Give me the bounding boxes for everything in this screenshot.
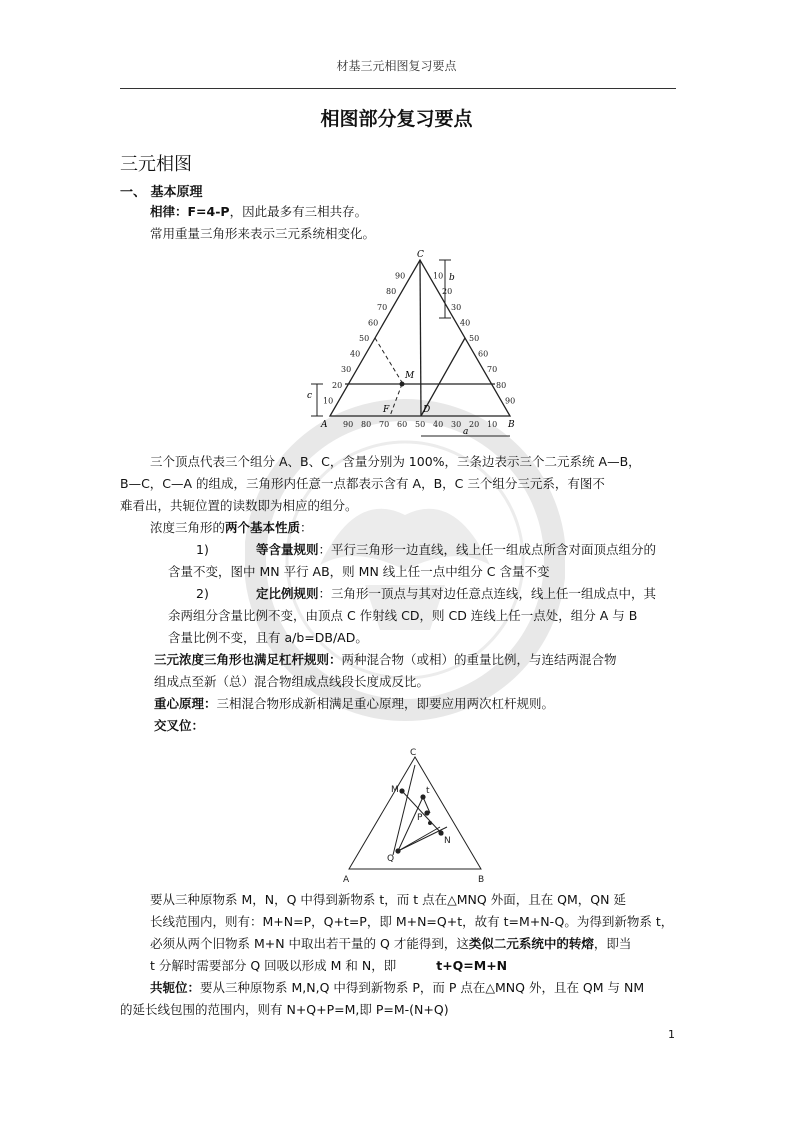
vertices-paragraph-line2: B—C，C—A 的组成，三角形内任意一点都表示含有 A，B，C 三个组分三元系，有图不 [120, 476, 605, 491]
subsection-heading: 一、 基本原理 [120, 185, 203, 200]
lever-rule-line1 [154, 649, 617, 671]
gravity-title: 重心原理： [154, 696, 217, 711]
conjugate-paragraph-line2: 的延长线包围的范围内，则有 N+Q+P=M,即 P=M-(N+Q) [120, 1002, 449, 1017]
vertex-c: C [417, 250, 424, 260]
phase-rule-formula: F=4-P [187, 204, 230, 219]
property-2-title: 定比例规则 [256, 586, 319, 601]
properties-bold: 两个基本性质 [225, 520, 301, 535]
bottom-tick-label: 80 [361, 420, 372, 429]
cross-p3a: 必须从两个旧物系 M+N 中取出若干量的 Q 才能得到，这 [150, 936, 469, 951]
dim-a: a [463, 427, 469, 437]
page-title: 相图部分复习要点 [320, 108, 473, 130]
cross-paragraph-line4 [150, 955, 507, 977]
label-n: N [444, 836, 451, 846]
left-tick-label: 70 [377, 302, 388, 312]
dashed-line-1 [375, 338, 403, 384]
properties-suffix: ： [300, 520, 313, 535]
cross-p4b: t+Q=M+N [436, 958, 508, 973]
property-1-text: ：平行三角形一边直线，线上任一组成点所含对面顶点组分的 [318, 542, 657, 557]
property-2-line3: 含量比例不变，且有 a/b=DB/AD。 [168, 630, 368, 645]
page-number: 1 [668, 1028, 675, 1041]
label-t: t [426, 786, 430, 796]
left-tick-label: 30 [341, 365, 352, 375]
phase-rule-line [150, 201, 367, 223]
property-2-line2: 余两组分含量比例不变，由顶点 C 作射线 CD，则 CD 连线上任一点处，组分 A 与 B [168, 608, 638, 623]
phase-rule-label: 相律： [150, 204, 188, 219]
lever-rule-title: 三元浓度三角形也满足杠杆规则： [154, 652, 342, 667]
right-tick-label: 10 [433, 271, 444, 281]
right-tick-label: 30 [451, 302, 462, 312]
right-tick-label: 70 [487, 365, 498, 375]
bottom-tick-label: 50 [415, 420, 426, 429]
property-2-text: ：三角形一顶点与其对边任意点连线，线上任一组成点中，其 [318, 586, 657, 601]
right-tick-label: 40 [460, 318, 471, 328]
phase-rule-text: ，因此最多有三相共存。 [229, 204, 368, 219]
composition-triangle-figure [305, 248, 530, 448]
left-tick-label: 80 [386, 287, 397, 297]
label-p: P [417, 813, 423, 823]
cross-paragraph-line2: 长线范围内，则有：M+N=P，Q+t=P，即 M+N=Q+t，故有 t=M+N-Q。为得到新物系 t， [150, 914, 674, 929]
conjugate-text: 要从三种原物系 M,N,Q 中得到新物系 P，而 P 点在△MNQ 外，且在 QM 与 NM [200, 980, 645, 995]
point-m [399, 788, 404, 793]
property-2-number: 2) [196, 586, 209, 601]
left-tick-label: 60 [368, 318, 379, 328]
point-m [400, 382, 405, 387]
line-cd [420, 260, 421, 416]
bottom-tick-label: 40 [433, 420, 444, 429]
cross-paragraph-line3 [150, 933, 631, 955]
property-1-line2: 含量不变，图中 MN 平行 AB，则 MN 线上任一点中组分 C 含量不变 [168, 564, 550, 579]
cross-p4a: t 分解时需要部分 Q 回吸以形成 M 和 N，即 [150, 958, 397, 973]
left-tick-label: 40 [350, 349, 361, 359]
property-1-title: 等含量规则 [256, 542, 319, 557]
properties-prefix: 浓度三角形的 [150, 520, 226, 535]
conjugate-paragraph-line1 [150, 977, 644, 999]
dim-c: c [307, 391, 313, 401]
bottom-tick-label: 10 [487, 420, 498, 429]
bottom-tick-label: 30 [451, 420, 462, 429]
right-tick-label: 20 [442, 287, 453, 297]
label-m: M [405, 371, 415, 381]
point-q [395, 848, 400, 853]
vertex-a: A [321, 420, 328, 430]
header-rule [120, 88, 676, 89]
bottom-tick-label: 60 [397, 420, 408, 429]
property-1-line1 [196, 539, 656, 561]
cross-paragraph-line1: 要从三种原物系 M，N，Q 中得到新物系 t，而 t 点在△MNQ 外面，且在 QM，QN 延 [150, 892, 626, 907]
label-f: F [383, 405, 390, 415]
dashed-line-2 [390, 384, 402, 416]
right-tick-label: 60 [478, 349, 489, 359]
label-d: D [423, 405, 431, 415]
label-b: B [478, 875, 485, 885]
cross-position-title: 交叉位： [154, 718, 205, 733]
line-t-q [398, 797, 423, 851]
left-tick-label: 90 [395, 271, 406, 281]
bottom-tick-label: 20 [469, 420, 480, 429]
outer-triangle [349, 757, 481, 869]
gravity-text: 三相混合物形成新相满足重心原理，即要应用两次杠杆规则。 [216, 696, 555, 711]
point-n [438, 830, 443, 835]
property-2-line1 [196, 583, 656, 605]
label-q: Q [387, 854, 395, 864]
triangle-intro: 常用重量三角形来表示三元系统相变化。 [150, 226, 376, 241]
bottom-tick-label: 90 [343, 420, 354, 429]
vertices-paragraph-line1: 三个顶点代表三个组分 A、B、C，含量分别为 100%，三条边表示三个二元系统 A—B， [150, 454, 641, 469]
conjugate-title: 共轭位： [150, 980, 201, 995]
line-q-n-ext [398, 827, 447, 851]
right-tick-label: 90 [505, 396, 516, 406]
lever-rule-line2: 组成点至新（总）混合物组成点线段长度成反比。 [154, 674, 430, 689]
point-p [424, 810, 429, 815]
cross-p3c: ，即当 [593, 936, 632, 951]
right-tick-label: 50 [469, 334, 480, 343]
section-heading: 三元相图 [120, 154, 192, 175]
properties-intro [150, 517, 313, 539]
label-a: A [343, 875, 350, 885]
left-tick-label: 50 [359, 334, 370, 343]
right-tick-label: 80 [496, 380, 507, 390]
line-m-q-extension [393, 765, 415, 855]
property-1-number: 1) [196, 542, 209, 557]
point-t [420, 794, 425, 799]
vertices-paragraph-line3: 难看出，共轭位置的读数即为相应的组分。 [120, 498, 358, 513]
label-c: C [410, 748, 417, 758]
vertex-b: B [508, 420, 515, 430]
left-tick-label: 10 [323, 396, 334, 406]
bottom-tick-label: 70 [379, 420, 390, 429]
left-tick-label: 20 [332, 380, 343, 390]
cross-p3b: 类似二元系统中的转熔 [468, 936, 594, 951]
lever-rule-text: 两种混合物（或相）的重量比例，与连结两混合物 [341, 652, 617, 667]
label-m: M [391, 785, 399, 795]
dim-b: b [449, 273, 455, 283]
cross-position-figure [335, 745, 495, 885]
gravity-principle [154, 693, 554, 715]
running-header: 材基三元相图复习要点 [336, 59, 457, 73]
